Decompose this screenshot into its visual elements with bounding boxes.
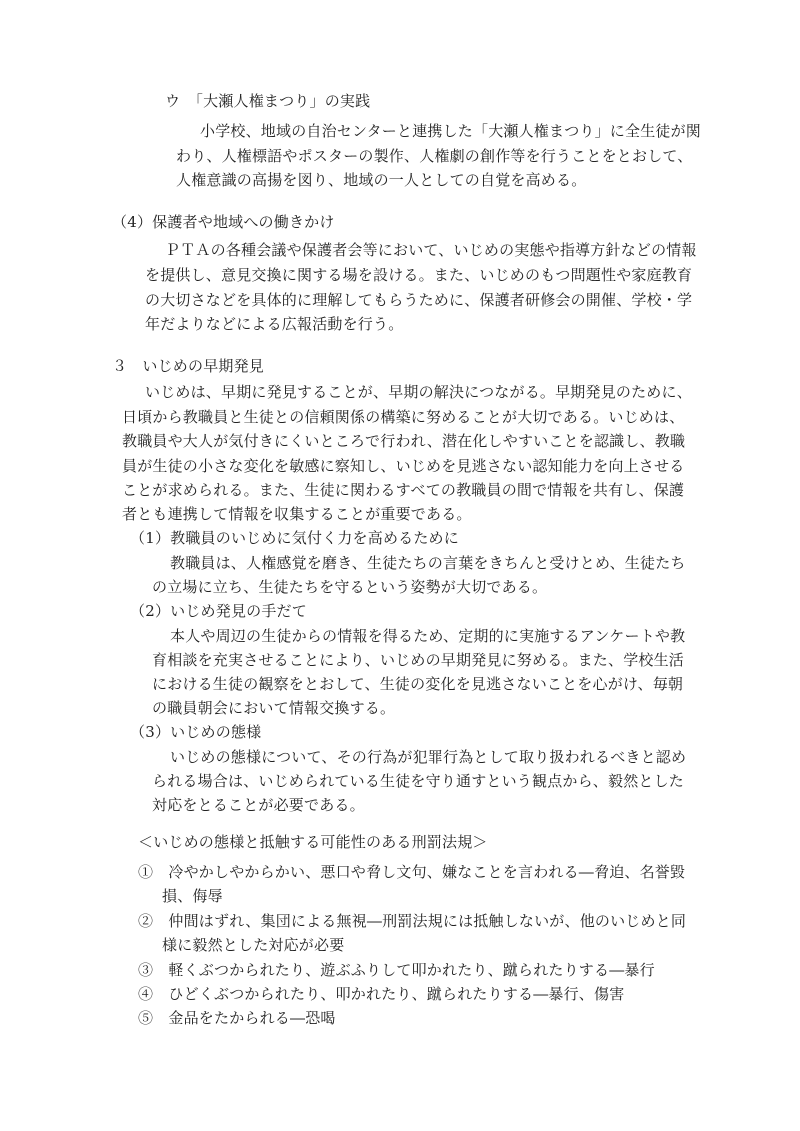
subsection-1-heading: （1）教職員のいじめに気付く力を高めるために: [130, 529, 459, 547]
subsection-3-body-line-1: いじめの態様について、その行為が犯罪行為として取り扱われるべきと認め: [170, 748, 687, 766]
section-3-heading: ３ いじめの早期発見: [112, 357, 265, 375]
subsection-3-body-line-3: 対応をとることが必要である。: [152, 796, 365, 814]
section-4-body-line-2: を提供し、意見交換に関する場を設ける。また、いじめのもつ問題性や家庭教育: [145, 266, 693, 284]
section-3-intro-line-3: 教職員や大人が気付きにくいところで行われ、潜在化しやすいことを認識し、教職: [122, 432, 686, 450]
subsection-1-body-line-1: 教職員は、人権感覚を磨き、生徒たちの言葉をきちんと受けとめ、生徒たち: [170, 554, 686, 572]
subsection-3-body-line-2: られる場合は、いじめられている生徒を守り通すという観点から、毅然とした: [152, 772, 685, 790]
section-3-intro-line-1: いじめは、早期に発見することが、早期の解決につながる。早期発見のために、: [145, 383, 692, 401]
section-u-body-line-3: 人権意識の高揚を図り、地域の一人としての自覚を高める。: [176, 171, 587, 189]
section-4-body-line-1: ＰＴＡの各種会議や保護者会等において、いじめの実態や指導方針などの情報: [165, 241, 697, 259]
list-item-2-line-1: ② 仲間はずれ、集団による無視―刑罰法規には抵触しないが、他のいじめと同: [138, 912, 687, 930]
section-3-intro-line-6: 者とも連携して情報を収集することが重要である。: [122, 505, 472, 523]
section-u-body-line-1: 小学校、地域の自治センターと連携した「大瀬人権まつり」に全生徒が関: [200, 122, 702, 140]
section-u-body-line-2: わり、人権標語やポスターの製作、人権劇の創作等を行うことをとおして、: [176, 147, 693, 165]
subsection-1-body-line-2: の立場に立ち、生徒たちを守るという姿勢が大切である。: [152, 578, 548, 596]
section-u-heading: ウ 「大瀬人権まつり」の実践: [165, 92, 371, 110]
section-4-heading: （4）保護者や地域への働きかけ: [112, 213, 335, 231]
list-item-1-line-2: 損、侮辱: [162, 887, 223, 905]
subsection-3-heading: （3）いじめの態様: [130, 723, 262, 741]
section-3-intro-line-4: 員が生徒の小さな変化を敏感に察知し、いじめを見逃さない認知能力を向上させる: [122, 457, 685, 475]
subsection-2-body-line-2: 育相談を充実させることにより、いじめの早期発見に努める。また、学校生活: [152, 651, 685, 669]
section-3-intro-line-2: 日頃から教職員と生徒との信頼関係の構築に努めることが大切である。いじめは、: [122, 408, 685, 426]
section-4-body-line-3: の大切さなどを具体的に理解してもらうために、保護者研修会の開催、学校・学: [145, 291, 693, 309]
list-item-4: ④ ひどくぶつかられたり、叩かれたり、蹴られたりする―暴行、傷害: [138, 985, 625, 1003]
subsection-2-body-line-4: の職員朝会において情報交換する。: [152, 699, 396, 717]
list-item-3: ③ 軽くぶつかられたり、遊ぶふりして叩かれたり、蹴られたりする―暴行: [138, 961, 655, 979]
section-3-intro-line-5: ことが求められる。また、生徒に関わるすべての教職員の間で情報を共有し、保護: [122, 481, 685, 499]
subsection-2-heading: （2）いじめ発見の手だて: [130, 602, 307, 620]
criminal-law-list-title: ＜いじめの態様と抵触する可能性のある刑罰法規＞: [138, 833, 488, 851]
subsection-2-body-line-3: における生徒の観察をとおして、生徒の変化を見逃さないことを心がけ、毎朝: [152, 675, 684, 693]
list-item-2-line-2: 様に毅然とした対応が必要: [162, 936, 345, 954]
section-4-body-line-4: 年だよりなどによる広報活動を行う。: [145, 315, 404, 333]
list-item-1-line-1: ① 冷やかしやからかい、悪口や脅し文句、嫌なことを言われる―脅迫、名誉毀: [138, 863, 686, 881]
subsection-2-body-line-1: 本人や周辺の生徒からの情報を得るため、定期的に実施するアンケートや教: [170, 627, 686, 645]
list-item-5: ⑤ 金品をたかられる―恐喝: [138, 1009, 336, 1027]
